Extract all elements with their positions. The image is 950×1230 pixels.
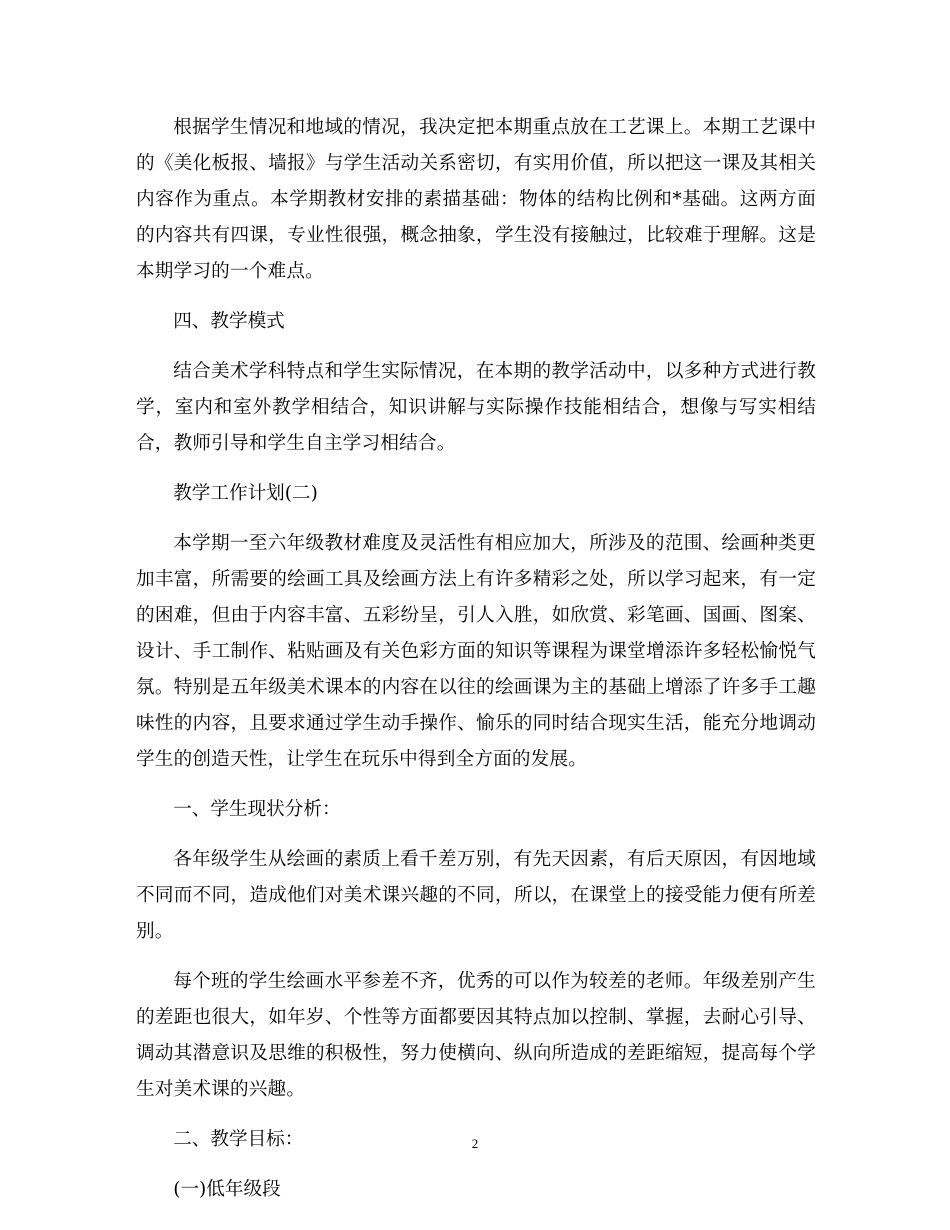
section-heading-teaching-mode: 四、教学模式: [173, 311, 285, 332]
document-body: [136, 110, 816, 1222]
page-number: 2: [471, 1136, 479, 1151]
section-heading-plan-two: 教学工作计划(二): [173, 483, 318, 504]
section-heading-student-analysis: 一、学生现状分析：: [173, 799, 341, 820]
paragraph-key-difficulty: 根据学生情况和地域的情况，我决定把本期重点放在工艺课上。本期工艺课中的《美化板报、墙报》与学生活动关系密切，有实用价值，所以把这一课及其相关内容作为重点。本学期教材安排的素描基础：物体的结构比例和*基础。这两方面的内容共有四课，专业性很强，概念抽象，学生没有接触过，比较难于理解。这是本期学习的一个难点。: [136, 117, 816, 282]
paragraph-student-differences: 各年级学生从绘画的素质上看千差万别，有先天因素，有后天原因，有因地域不同而不同，造成他们对美术课兴趣的不同，所以，在课堂上的接受能力便有所差别。: [136, 849, 816, 942]
paragraph-class-levels: 每个班的学生绘画水平参差不齐，优秀的可以作为较差的老师。年级差别产生的差距也很大，如年岁、个性等方面都要因其特点加以控制、掌握，去耐心引导、调动其潜意识及思维的积极性，努力使横向、纵向所造成的差距缩短，提高每个学生对美术课的兴趣。: [136, 971, 816, 1100]
subsection-heading-lower-grades: (一)低年级段: [173, 1179, 281, 1200]
paragraph-teaching-mode: 结合美术学科特点和学生实际情况，在本期的教学活动中，以多种方式进行教学，室内和室外教学相结合，知识讲解与实际操作技能相结合，想像与写实相结合，教师引导和学生自主学习相结合。: [136, 361, 816, 454]
paragraph-plan-intro: 本学期一至六年级教材难度及灵活性有相应加大，所涉及的范围、绘画种类更加丰富，所需要的绘画工具及绘画方法上有许多精彩之处，所以学习起来，有一定的困难，但由于内容丰富、五彩纷呈，引人入胜，如欣赏、彩笔画、国画、图案、设计、手工制作、粘贴画及有关色彩方面的知识等课程为课堂增添许多轻松愉悦气氛。特别是五年级美术课本的内容在以往的绘画课为主的基础上增添了许多手工趣味性的内容，且要求通过学生动手操作、愉乐的同时结合现实生活，能充分地调动学生的创造天性，让学生在玩乐中得到全方面的发展。: [136, 533, 816, 770]
section-heading-teaching-goals: 二、教学目标：: [173, 1129, 304, 1150]
